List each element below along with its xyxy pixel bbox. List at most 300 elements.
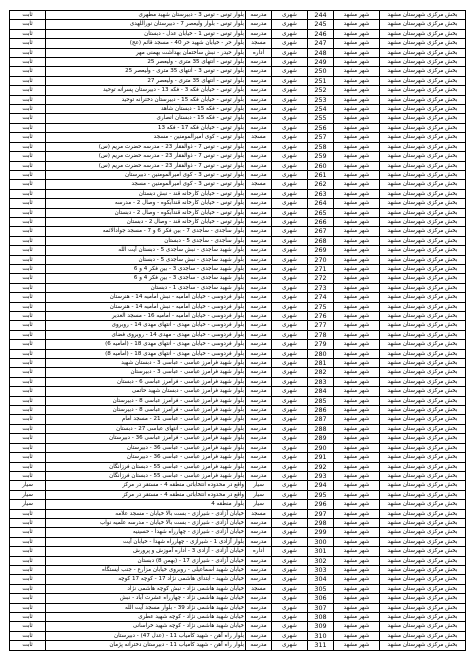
- cell-area-type: شهری: [272, 340, 308, 349]
- cell-no: 276: [308, 312, 334, 321]
- cell-area-type: شهری: [272, 142, 308, 151]
- cell-no: 292: [308, 462, 334, 471]
- cell-area-type: شهری: [272, 161, 308, 170]
- cell-status: ثابت: [10, 180, 46, 189]
- cell-district: بخش مرکزی شهرستان مشهد: [380, 95, 466, 104]
- cell-city: شهر مشهد: [334, 180, 380, 189]
- table-row: [10, 293, 466, 302]
- cell-area-type: شهری: [272, 11, 308, 20]
- cell-address: بلوار شهید ساجدی - نبش ساجدی 5 - دبستان: [46, 255, 246, 264]
- cell-area-type: شهری: [272, 321, 308, 330]
- table-row: [10, 20, 466, 29]
- cell-place-type: مدرسه: [246, 293, 272, 302]
- cell-address: بلوار شهید فرامرز عباسی - انتهای عباسی 27 - دبستان: [46, 424, 246, 433]
- cell-area-type: شهری: [272, 170, 308, 179]
- cell-address: بلوار شهید ساجدی - ساجدی 3 - بین فکر 4 و 6: [46, 264, 246, 273]
- cell-address: بلوار توس - توس 1 - خیابان عدل - دبستان: [46, 29, 246, 38]
- cell-no: 271: [308, 264, 334, 273]
- cell-status: ثابت: [10, 340, 46, 349]
- cell-place-type: مدرسه: [246, 453, 272, 462]
- cell-status: ثابت: [10, 396, 46, 405]
- table-row: [10, 302, 466, 311]
- cell-city: شهر مشهد: [334, 565, 380, 574]
- cell-no: 280: [308, 349, 334, 358]
- table-row: [10, 518, 466, 527]
- cell-status: ثابت: [10, 575, 46, 584]
- table-row: [10, 170, 466, 179]
- cell-district: بخش مرکزی شهرستان مشهد: [380, 208, 466, 217]
- cell-place-type: مدرسه: [246, 462, 272, 471]
- cell-area-type: شهری: [272, 217, 308, 226]
- cell-status: ثابت: [10, 264, 46, 273]
- cell-no: 291: [308, 453, 334, 462]
- cell-area-type: شهری: [272, 453, 308, 462]
- cell-status: ثابت: [10, 584, 46, 593]
- cell-district: بخش مرکزی شهرستان مشهد: [380, 76, 466, 85]
- cell-no: 311: [308, 641, 334, 650]
- cell-area-type: شهری: [272, 208, 308, 217]
- cell-address: خیابان شهید هاشمی نژاد 39 - بلوار مسجد آیت الله: [46, 603, 246, 612]
- cell-status: ثابت: [10, 95, 46, 104]
- cell-city: شهر مشهد: [334, 217, 380, 226]
- cell-area-type: شهری: [272, 518, 308, 527]
- cell-no: 279: [308, 340, 334, 349]
- cell-no: 256: [308, 123, 334, 132]
- cell-place-type: مدرسه: [246, 537, 272, 546]
- cell-district: بخش مرکزی شهرستان مشهد: [380, 161, 466, 170]
- cell-city: شهر مشهد: [334, 39, 380, 48]
- cell-no: 255: [308, 114, 334, 123]
- cell-no: 258: [308, 142, 334, 151]
- cell-status: ثابت: [10, 547, 46, 556]
- cell-no: 244: [308, 11, 334, 20]
- cell-district: بخش مرکزی شهرستان مشهد: [380, 377, 466, 386]
- cell-address: بلوار فردوسی - خیابان امامیه - نبش امامیه 14 - هنرستان: [46, 293, 246, 302]
- cell-city: شهر مشهد: [334, 330, 380, 339]
- table-row: [10, 321, 466, 330]
- cell-no: 253: [308, 95, 334, 104]
- cell-district: بخش مرکزی شهرستان مشهد: [380, 584, 466, 593]
- cell-place-type: مدرسه: [246, 387, 272, 396]
- cell-place-type: مدرسه: [246, 368, 272, 377]
- cell-address: خیابان شهید - ابتدای هاشمی نژاد 17 - کوچه 17 کوچه: [46, 575, 246, 584]
- cell-district: بخش مرکزی شهرستان مشهد: [380, 264, 466, 273]
- cell-no: 289: [308, 434, 334, 443]
- cell-no: 265: [308, 208, 334, 217]
- cell-place-type: مدرسه: [246, 631, 272, 640]
- cell-status: ثابت: [10, 349, 46, 358]
- cell-place-type: مدرسه: [246, 641, 272, 650]
- table-row: [10, 396, 466, 405]
- cell-area-type: شهری: [272, 283, 308, 292]
- cell-no: 277: [308, 321, 334, 330]
- cell-status: ثابت: [10, 293, 46, 302]
- cell-status: ثابت: [10, 321, 46, 330]
- cell-city: شهر مشهد: [334, 11, 380, 20]
- cell-district: بخش مرکزی شهرستان مشهد: [380, 547, 466, 556]
- cell-area-type: شهری: [272, 67, 308, 76]
- cell-city: شهر مشهد: [334, 631, 380, 640]
- cell-status: ثابت: [10, 603, 46, 612]
- cell-no: 282: [308, 368, 334, 377]
- cell-district: بخش مرکزی شهرستان مشهد: [380, 123, 466, 132]
- cell-no: 293: [308, 471, 334, 480]
- cell-district: بخش مرکزی شهرستان مشهد: [380, 471, 466, 480]
- cell-area-type: شهری: [272, 264, 308, 273]
- cell-place-type: مدرسه: [246, 434, 272, 443]
- cell-area-type: شهری: [272, 613, 308, 622]
- table-row: [10, 67, 466, 76]
- cell-status: ثابت: [10, 189, 46, 198]
- cell-status: ثابت: [10, 406, 46, 415]
- table-row: [10, 349, 466, 358]
- cell-area-type: شهری: [272, 114, 308, 123]
- cell-status: ثابت: [10, 227, 46, 236]
- cell-city: شهر مشهد: [334, 396, 380, 405]
- cell-place-type: سیار: [246, 500, 272, 509]
- cell-address: بلوار شهید فرامرز عباسی - عباسی 36 - دبیرستان: [46, 443, 246, 452]
- table-row: [10, 424, 466, 433]
- cell-no: 260: [308, 161, 334, 170]
- cell-no: 305: [308, 584, 334, 593]
- cell-place-type: مدرسه: [246, 236, 272, 245]
- cell-district: بخش مرکزی شهرستان مشهد: [380, 641, 466, 650]
- cell-place-type: مسجد: [246, 180, 272, 189]
- cell-place-type: مدرسه: [246, 622, 272, 631]
- cell-area-type: شهری: [272, 631, 308, 640]
- cell-city: شهر مشهد: [334, 406, 380, 415]
- table-row: [10, 406, 466, 415]
- table-row: [10, 152, 466, 161]
- cell-place-type: مدرسه: [246, 340, 272, 349]
- cell-place-type: مدرسه: [246, 20, 272, 29]
- cell-status: ثابت: [10, 152, 46, 161]
- cell-city: شهر مشهد: [334, 29, 380, 38]
- cell-address: بلوار توس - کوی امیرالمومنین - مسجد: [46, 133, 246, 142]
- cell-address: بلوار توس - توس 7 - ذوالفقار 23 - مدرسه حضرت مریم (س): [46, 142, 246, 151]
- cell-status: ثابت: [10, 518, 46, 527]
- cell-district: بخش مرکزی شهرستان مشهد: [380, 359, 466, 368]
- cell-area-type: شهری: [272, 462, 308, 471]
- cell-area-type: شهری: [272, 236, 308, 245]
- cell-city: شهر مشهد: [334, 575, 380, 584]
- cell-district: بخش مرکزی شهرستان مشهد: [380, 48, 466, 57]
- table-row: [10, 283, 466, 292]
- cell-district: بخش مرکزی شهرستان مشهد: [380, 387, 466, 396]
- cell-status: ثابت: [10, 641, 46, 650]
- cell-district: بخش مرکزی شهرستان مشهد: [380, 349, 466, 358]
- cell-no: 263: [308, 189, 334, 198]
- cell-no: 273: [308, 283, 334, 292]
- cell-area-type: شهری: [272, 537, 308, 546]
- cell-city: شهر مشهد: [334, 641, 380, 650]
- cell-status: ثابت: [10, 462, 46, 471]
- cell-district: بخش مرکزی شهرستان مشهد: [380, 518, 466, 527]
- cell-no: 299: [308, 528, 334, 537]
- table-row: [10, 443, 466, 452]
- cell-city: شهر مشهد: [334, 95, 380, 104]
- cell-district: بخش مرکزی شهرستان مشهد: [380, 105, 466, 114]
- cell-no: 267: [308, 227, 334, 236]
- cell-address: بلوار توس - خیابان فکه 3 - فکه 13 - دبیرستان پسرانه توحید: [46, 86, 246, 95]
- cell-city: شهر مشهد: [334, 208, 380, 217]
- table-row: [10, 556, 466, 565]
- cell-no: 307: [308, 603, 334, 612]
- cell-status: ثابت: [10, 509, 46, 518]
- table-row: [10, 641, 466, 650]
- cell-city: شهر مشهد: [334, 86, 380, 95]
- cell-status: ثابت: [10, 302, 46, 311]
- cell-status: ثابت: [10, 76, 46, 85]
- cell-area-type: شهری: [272, 594, 308, 603]
- cell-area-type: شهری: [272, 490, 308, 499]
- cell-district: بخش مرکزی شهرستان مشهد: [380, 58, 466, 67]
- cell-place-type: مدرسه: [246, 86, 272, 95]
- cell-status: ثابت: [10, 537, 46, 546]
- cell-city: شهر مشهد: [334, 490, 380, 499]
- cell-address: بلوار راه آهن - شهید کامیاب 11 - دبیرستان دخترانه پژمان: [46, 641, 246, 650]
- cell-address: خیابان شهید اسماعیلی - روبروی خیابان مزارع - جنب ایستگاه: [46, 565, 246, 574]
- cell-district: بخش مرکزی شهرستان مشهد: [380, 443, 466, 452]
- cell-city: شهر مشهد: [334, 321, 380, 330]
- cell-status: ثابت: [10, 142, 46, 151]
- table-row: [10, 537, 466, 546]
- cell-district: بخش مرکزی شهرستان مشهد: [380, 86, 466, 95]
- cell-city: شهر مشهد: [334, 359, 380, 368]
- polling-stations-table: [9, 10, 466, 651]
- cell-address: بلوار توس - توس 3 - کوی امیرالمومنین - مسجد: [46, 180, 246, 189]
- cell-address: بلوار شهید ساجدی - ساجدی 3 - بین فکر 4 و 6: [46, 274, 246, 283]
- cell-no: 285: [308, 396, 334, 405]
- table-row: [10, 387, 466, 396]
- cell-address: بلوار شهید فرامرز عباسی - عباسی 55 - دبستان فرزانگان: [46, 471, 246, 480]
- cell-no: 290: [308, 443, 334, 452]
- cell-address: خیابان آزادی - شیرازی - چهارراه شهدا - حسینیه: [46, 528, 246, 537]
- table-row: [10, 603, 466, 612]
- cell-address: خیابان آزادی - شیرازی - بست بالا خیابان - مسجد علامه: [46, 509, 246, 518]
- cell-city: شهر مشهد: [334, 528, 380, 537]
- table-row: [10, 312, 466, 321]
- cell-district: بخش مرکزی شهرستان مشهد: [380, 528, 466, 537]
- cell-no: 252: [308, 86, 334, 95]
- cell-status: ثابت: [10, 556, 46, 565]
- table-row: [10, 208, 466, 217]
- cell-area-type: شهری: [272, 255, 308, 264]
- cell-no: 294: [308, 481, 334, 490]
- cell-address: بلوار توس - فکه 15 - دبستان شاهد: [46, 105, 246, 114]
- cell-area-type: شهری: [272, 443, 308, 452]
- cell-place-type: مدرسه: [246, 424, 272, 433]
- table-row: [10, 161, 466, 170]
- cell-area-type: شهری: [272, 95, 308, 104]
- cell-no: 300: [308, 537, 334, 546]
- cell-status: ثابت: [10, 255, 46, 264]
- cell-no: 284: [308, 387, 334, 396]
- cell-status: ثابت: [10, 368, 46, 377]
- cell-area-type: شهری: [272, 415, 308, 424]
- cell-district: بخش مرکزی شهرستان مشهد: [380, 537, 466, 546]
- polling-stations-table-page: [9, 10, 465, 651]
- cell-status: ثابت: [10, 594, 46, 603]
- cell-status: ثابت: [10, 123, 46, 132]
- cell-address: خیابان شهید هاشمی نژاد - چهارراه عشرت آباد - نبش: [46, 594, 246, 603]
- cell-place-type: مدرسه: [246, 246, 272, 255]
- cell-no: 247: [308, 39, 334, 48]
- table-row: [10, 76, 466, 85]
- cell-address: بلوار فردوسی - خیابان امامیه - امامیه 16 - مسجد الغدیر: [46, 312, 246, 321]
- cell-area-type: شهری: [272, 274, 308, 283]
- cell-city: شهر مشهد: [334, 302, 380, 311]
- cell-status: ثابت: [10, 246, 46, 255]
- cell-address: بلوار توس - خیابان کارخانه قند - نبش دبستان: [46, 189, 246, 198]
- cell-place-type: مسجد: [246, 133, 272, 142]
- cell-area-type: شهری: [272, 584, 308, 593]
- cell-city: شهر مشهد: [334, 67, 380, 76]
- table-row: [10, 594, 466, 603]
- cell-place-type: مدرسه: [246, 443, 272, 452]
- cell-no: 303: [308, 565, 334, 574]
- table-body: [10, 11, 466, 651]
- cell-status: ثابت: [10, 29, 46, 38]
- cell-district: بخش مرکزی شهرستان مشهد: [380, 481, 466, 490]
- cell-area-type: شهری: [272, 312, 308, 321]
- cell-place-type: مدرسه: [246, 359, 272, 368]
- cell-no: 268: [308, 236, 334, 245]
- cell-district: بخش مرکزی شهرستان مشهد: [380, 594, 466, 603]
- cell-no: 272: [308, 274, 334, 283]
- cell-district: بخش مرکزی شهرستان مشهد: [380, 453, 466, 462]
- cell-area-type: شهری: [272, 387, 308, 396]
- table-row: [10, 631, 466, 640]
- cell-city: شهر مشهد: [334, 123, 380, 132]
- cell-area-type: شهری: [272, 406, 308, 415]
- cell-city: شهر مشهد: [334, 340, 380, 349]
- cell-district: بخش مرکزی شهرستان مشهد: [380, 283, 466, 292]
- cell-place-type: اداره: [246, 48, 272, 57]
- table-row: [10, 575, 466, 584]
- table-row: [10, 199, 466, 208]
- cell-status: ثابت: [10, 48, 46, 57]
- cell-address: بلوار توس - فکه 15 - دبستان انصاری: [46, 114, 246, 123]
- cell-address: بلوار فردوسی - خیابان مهدی - انتهای مهدی 14 - روبروی: [46, 321, 246, 330]
- table-row: [10, 500, 466, 509]
- table-row: [10, 105, 466, 114]
- cell-no: 297: [308, 509, 334, 518]
- cell-place-type: مدرسه: [246, 321, 272, 330]
- table-row: [10, 189, 466, 198]
- cell-place-type: اداره: [246, 547, 272, 556]
- cell-district: بخش مرکزی شهرستان مشهد: [380, 189, 466, 198]
- cell-address: بلوار توس - انتهای 35 متری - ولیعصر 25: [46, 58, 246, 67]
- cell-address: بلوار توس - توس 3 - دبیرستان شهید مطهری: [46, 11, 246, 20]
- cell-area-type: شهری: [272, 359, 308, 368]
- cell-place-type: مدرسه: [246, 199, 272, 208]
- cell-status: سیار: [10, 500, 46, 509]
- cell-district: بخش مرکزی شهرستان مشهد: [380, 170, 466, 179]
- cell-address: بلوار شهید فرامرز عباسی - فرامرز عباسی 6 - دبستان: [46, 377, 246, 386]
- cell-place-type: مدرسه: [246, 95, 272, 104]
- cell-no: 295: [308, 490, 334, 499]
- cell-city: شهر مشهد: [334, 312, 380, 321]
- cell-place-type: مدرسه: [246, 123, 272, 132]
- cell-district: بخش مرکزی شهرستان مشهد: [380, 114, 466, 123]
- cell-no: 278: [308, 330, 334, 339]
- cell-no: 266: [308, 217, 334, 226]
- cell-no: 250: [308, 67, 334, 76]
- cell-place-type: مدرسه: [246, 105, 272, 114]
- cell-status: ثابت: [10, 443, 46, 452]
- cell-address: بلوار شهید فرامرز عباسی - عباسی 3 - دبیرستان: [46, 368, 246, 377]
- cell-status: ثابت: [10, 622, 46, 631]
- cell-area-type: شهری: [272, 199, 308, 208]
- cell-no: 269: [308, 246, 334, 255]
- cell-city: شهر مشهد: [334, 189, 380, 198]
- cell-place-type: سیار: [246, 481, 272, 490]
- cell-city: شهر مشهد: [334, 199, 380, 208]
- cell-no: 310: [308, 631, 334, 640]
- cell-district: بخش مرکزی شهرستان مشهد: [380, 622, 466, 631]
- cell-city: شهر مشهد: [334, 556, 380, 565]
- cell-place-type: مسجد: [246, 584, 272, 593]
- cell-city: شهر مشهد: [334, 48, 380, 57]
- table-row: [10, 359, 466, 368]
- cell-no: 301: [308, 547, 334, 556]
- cell-area-type: شهری: [272, 377, 308, 386]
- cell-no: 254: [308, 105, 334, 114]
- cell-city: شهر مشهد: [334, 368, 380, 377]
- cell-district: بخش مرکزی شهرستان مشهد: [380, 152, 466, 161]
- cell-status: ثابت: [10, 283, 46, 292]
- cell-district: بخش مرکزی شهرستان مشهد: [380, 396, 466, 405]
- cell-district: بخش مرکزی شهرستان مشهد: [380, 500, 466, 509]
- table-row: [10, 462, 466, 471]
- cell-area-type: شهری: [272, 39, 308, 48]
- cell-address: بلوار توس - توس 3 - انتهای 35 متری - ولیعصر 25: [46, 67, 246, 76]
- cell-district: بخش مرکزی شهرستان مشهد: [380, 575, 466, 584]
- cell-district: بخش مرکزی شهرستان مشهد: [380, 39, 466, 48]
- cell-city: شهر مشهد: [334, 133, 380, 142]
- cell-status: ثابت: [10, 86, 46, 95]
- cell-no: 274: [308, 293, 334, 302]
- table-row: [10, 471, 466, 480]
- cell-place-type: مدرسه: [246, 349, 272, 358]
- cell-city: شهر مشهد: [334, 255, 380, 264]
- table-row: [10, 509, 466, 518]
- cell-area-type: شهری: [272, 302, 308, 311]
- cell-area-type: شهری: [272, 189, 308, 198]
- cell-status: ثابت: [10, 39, 46, 48]
- cell-area-type: شهری: [272, 528, 308, 537]
- cell-district: بخش مرکزی شهرستان مشهد: [380, 603, 466, 612]
- cell-address: بلوار فردوسی - خیابان مهدی - انتهای مهدی 18 - (امامیه 6): [46, 340, 246, 349]
- cell-place-type: مدرسه: [246, 518, 272, 527]
- cell-status: ثابت: [10, 274, 46, 283]
- cell-status: ثابت: [10, 528, 46, 537]
- cell-status: ثابت: [10, 208, 46, 217]
- cell-area-type: شهری: [272, 509, 308, 518]
- cell-address: بلوار توس - خیابان فکه 15 - دبیرستان دخترانه توحید: [46, 95, 246, 104]
- cell-district: بخش مرکزی شهرستان مشهد: [380, 293, 466, 302]
- cell-city: شهر مشهد: [334, 453, 380, 462]
- cell-status: سیار: [10, 490, 46, 499]
- table-row: [10, 58, 466, 67]
- cell-area-type: شهری: [272, 48, 308, 57]
- cell-district: بخش مرکزی شهرستان مشهد: [380, 180, 466, 189]
- cell-district: بخش مرکزی شهرستان مشهد: [380, 20, 466, 29]
- cell-city: شهر مشهد: [334, 227, 380, 236]
- cell-place-type: مدرسه: [246, 471, 272, 480]
- cell-no: 262: [308, 180, 334, 189]
